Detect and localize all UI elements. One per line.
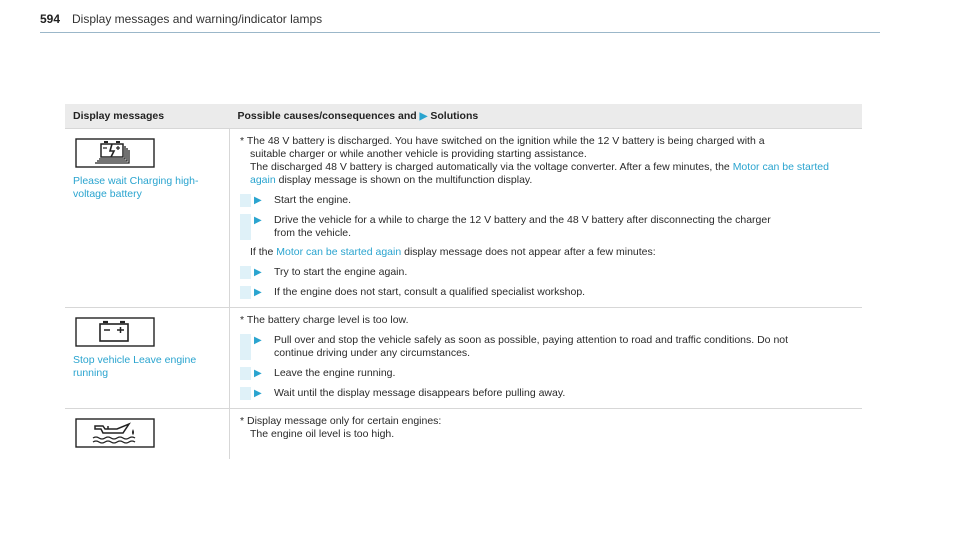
table-row	[65, 129, 862, 308]
battery-icon	[73, 316, 157, 348]
message-caption: Stop vehicle Leave engine running	[73, 354, 197, 379]
cause-note-cont: The engine oil level is too high.	[250, 428, 395, 440]
message-cell	[65, 308, 230, 409]
table-header-row	[65, 104, 862, 129]
cause-note: * The battery charge level is too low.	[240, 314, 409, 326]
table-row	[65, 308, 862, 409]
motor-can-be-started-link[interactable]: Motor can be started again	[276, 246, 402, 258]
message-cell	[65, 409, 230, 460]
solution-step: ▶ Try to start the engine again.	[240, 266, 854, 279]
table-row	[65, 409, 862, 460]
solutions-cell	[230, 409, 863, 460]
solution-step: ▶ Start the engine.	[240, 194, 854, 207]
play-arrow-icon: ▶	[419, 111, 428, 122]
play-arrow-icon: ▶	[254, 195, 262, 206]
condition-paragraph: If the Motor can be started again display message does not appear after a few minutes:	[250, 246, 656, 258]
oil-level-icon	[73, 417, 157, 449]
play-arrow-icon: ▶	[254, 368, 262, 379]
cause-note: * The 48 V battery is discharged. You have switched on the ignition while the 12 V battery is being charged with a	[240, 135, 765, 147]
cause-note-cont: suitable charger or while another vehicle is providing starting assistance.	[250, 148, 587, 160]
message-cell	[65, 129, 230, 308]
section-title: Display messages and warning/indicator lamps	[72, 12, 323, 26]
solutions-cell	[230, 308, 863, 409]
play-arrow-icon: ▶	[254, 215, 262, 226]
display-messages-table	[65, 104, 862, 459]
play-arrow-icon: ▶	[254, 388, 262, 399]
col-header-causes	[230, 104, 863, 129]
play-arrow-icon: ▶	[254, 267, 262, 278]
play-arrow-icon: ▶	[254, 335, 262, 346]
col-header-causes-text: Possible causes/consequences and	[237, 110, 417, 122]
motor-can-be-started-link[interactable]: Motor can be started again	[250, 161, 829, 186]
cause-paragraph: The discharged 48 V battery is charged automatically via the voltage converter. After a few minutes, the Motor can be started again display message is shown on the multifunction display.	[250, 161, 829, 186]
solutions-cell	[230, 129, 863, 308]
solution-step: ▶ Drive the vehicle for a while to charge the 12 V battery and the 48 V battery after disconnecting the charger from the vehicle.	[240, 214, 854, 240]
solution-step: ▶ Leave the engine running.	[240, 367, 854, 380]
page-number: 594	[40, 12, 61, 26]
page-header	[40, 12, 880, 33]
solution-step: ▶ Wait until the display message disappears before pulling away.	[240, 387, 854, 400]
message-caption: Please wait Charging high-voltage battery	[73, 175, 199, 200]
cause-note: * Display message only for certain engines:	[240, 415, 442, 427]
col-header-display-messages: Display messages	[65, 104, 230, 129]
solution-step: ▶ If the engine does not start, consult a qualified specialist workshop.	[240, 286, 854, 299]
solution-step: ▶ Pull over and stop the vehicle safely as soon as possible, paying attention to road and traffic conditions. Do not continue driving under any circumstances.	[240, 334, 854, 360]
play-arrow-icon: ▶	[254, 287, 262, 298]
battery-charging-icon	[73, 137, 157, 169]
col-header-solutions-text: Solutions	[430, 110, 479, 122]
